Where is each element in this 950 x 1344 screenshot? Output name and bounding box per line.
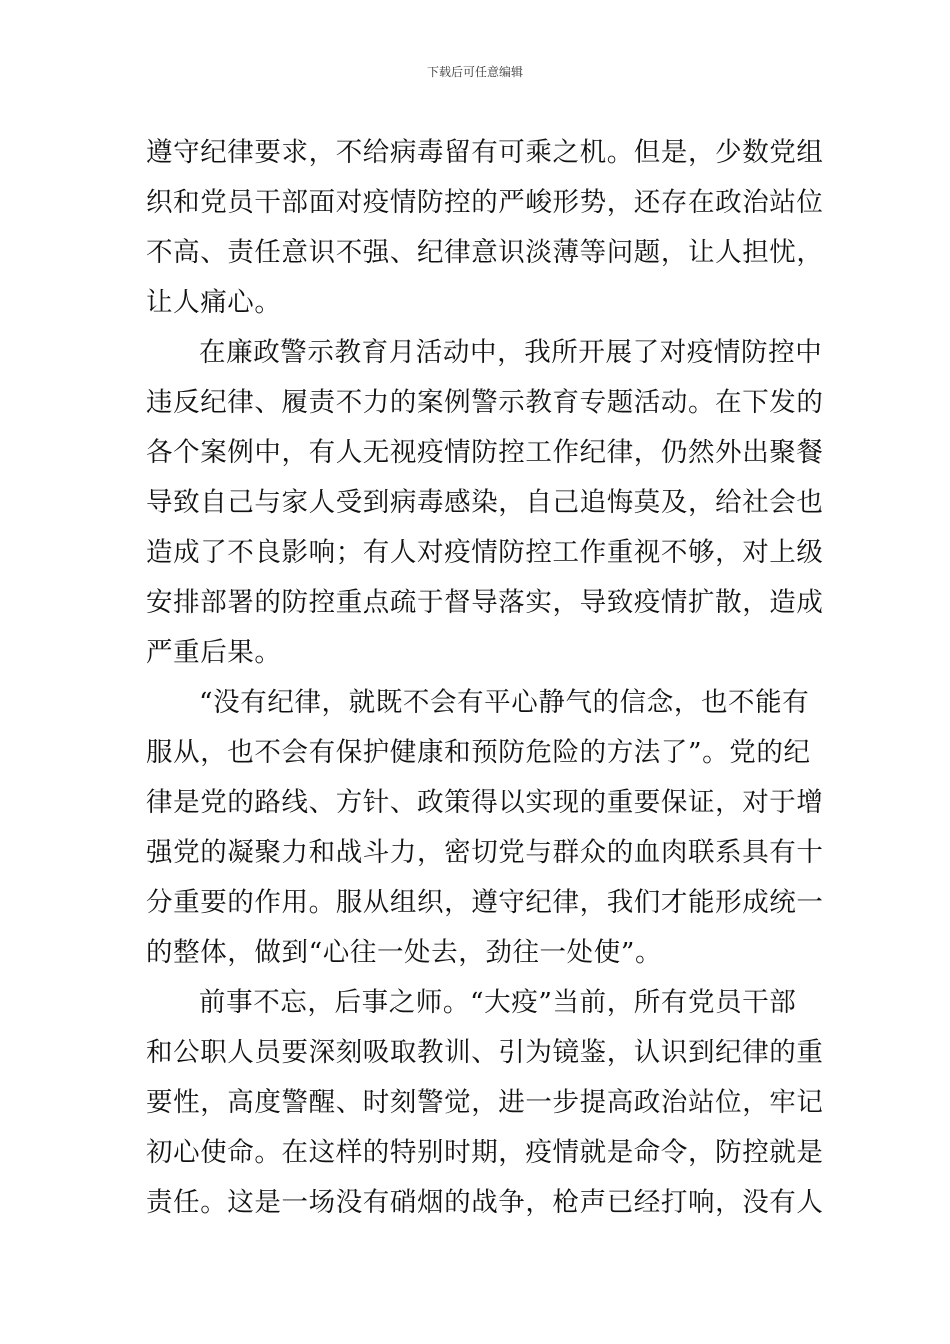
text-line: “没有纪律，就既不会有平心静气的信念，也不能有 xyxy=(199,687,810,718)
text-line: 分重要的作用。服从组织，遵守纪律，我们才能形成统一 xyxy=(146,887,824,918)
paragraph xyxy=(146,128,824,328)
text-line: 初心使命。在这样的特别时期，疫情就是命令，防控就是 xyxy=(146,1137,824,1168)
text-line: 和公职人员要深刻吸取教训、引为镜鉴，认识到纪律的重 xyxy=(146,1037,824,1068)
text-line: 安排部署的防控重点疏于督导落实，导致疫情扩散，造成 xyxy=(146,587,824,618)
page-header: 下载后可任意编辑 xyxy=(426,65,523,79)
text-line: 服从，也不会有保护健康和预防危险的方法了”。党的纪 xyxy=(146,737,811,768)
text-line: 让人痛心。 xyxy=(146,287,282,318)
text-line: 遵守纪律要求，不给病毒留有可乘之机。但是，少数党组 xyxy=(146,137,824,168)
text-line: 严重后果。 xyxy=(146,637,282,668)
text-line: 各个案例中，有人无视疫情防控工作纪律，仍然外出聚餐 xyxy=(146,437,824,468)
text-line: 律是党的路线、方针、政策得以实现的重要保证，对于增 xyxy=(146,787,824,818)
paragraph xyxy=(146,328,824,678)
text-line: 不高、责任意识不强、纪律意识淡薄等问题，让人担忧， xyxy=(146,237,824,268)
text-line: 织和党员干部面对疫情防控的严峻形势，还存在政治站位 xyxy=(146,187,824,218)
text-line: 责任。这是一场没有硝烟的战争，枪声已经打响，没有人 xyxy=(146,1187,824,1218)
document-body xyxy=(146,128,824,1228)
text-line: 的整体，做到“心往一处去，劲往一处使”。 xyxy=(146,937,663,968)
paragraph xyxy=(146,678,824,978)
text-line: 违反纪律、履责不力的案例警示教育专题活动。在下发的 xyxy=(146,387,824,418)
text-line: 造成了不良影响；有人对疫情防控工作重视不够，对上级 xyxy=(146,537,824,568)
paragraph xyxy=(146,978,824,1228)
text-line: 前事不忘，后事之师。“大疫”当前，所有党员干部 xyxy=(199,987,797,1018)
text-line: 导致自己与家人受到病毒感染，自己追悔莫及，给社会也 xyxy=(146,487,824,518)
text-line: 强党的凝聚力和战斗力，密切党与群众的血肉联系具有十 xyxy=(146,837,824,868)
text-line: 在廉政警示教育月活动中，我所开展了对疫情防控中 xyxy=(199,337,823,368)
text-line: 要性，高度警醒、时刻警觉，进一步提高政治站位，牢记 xyxy=(146,1087,824,1118)
